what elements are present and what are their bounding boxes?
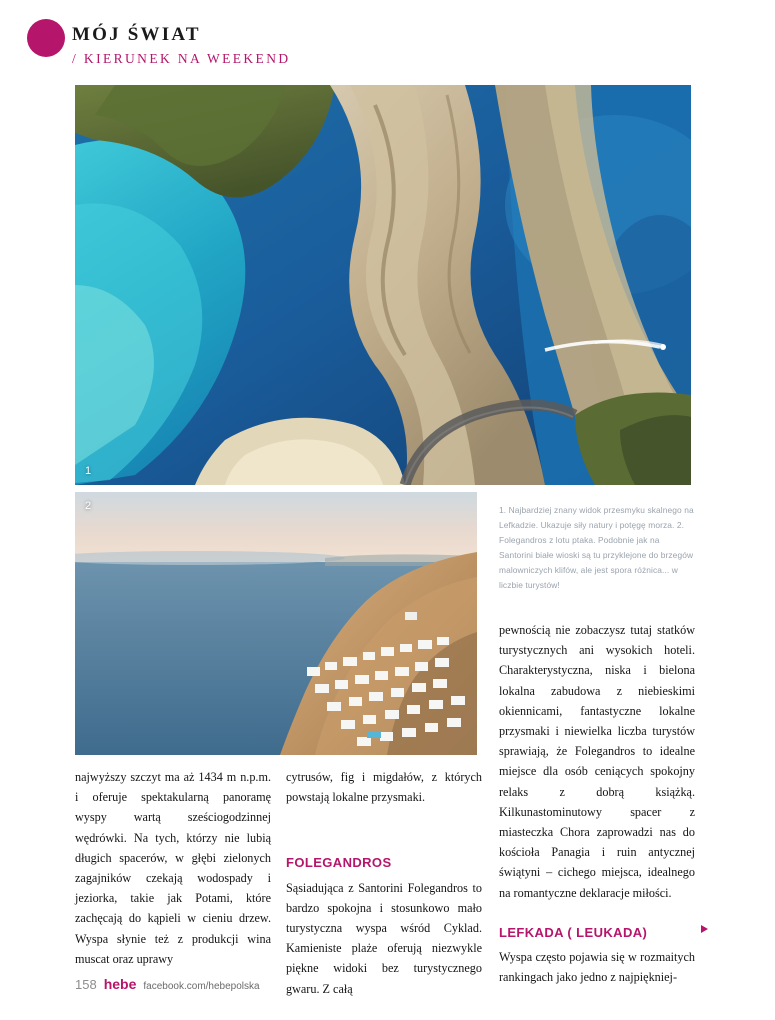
body-column-1 [75,767,271,969]
page-number: 158 [75,977,97,992]
brand-dot-icon [27,19,65,57]
hero-image-number: 1 [85,465,92,477]
body-text-col2-top: cytrusów, fig i migdałów, z których powstają lokalne przysmaki. [286,770,482,805]
page-subtitle: / KIERUNEK NA WEEKEND [72,51,291,66]
brand-logo: hebe [103,976,137,992]
body-text-col3-top: pewnością nie zobaczysz tutaj statków turystycznych ani wysokich hoteli. Charakterystyczna, niska i bielona lokalna zabudowa z niebieskimi okiennicami, fantastyczne lokalne przysmaki i niewielka liczba turystów sprawiają, że Folegandros to idealne miejsce dla osób ceniących spokojny relaks z dobrą książką. Kilkunastominutowy spacer z miasteczka Chora zaprowadzi nas do kościoła Panagia i ruin antycznej świątyni – cichego miejsca, idealnego na romantyczne deklaracje miłości. [499,623,695,900]
body-text-col3: Wyspa często pojawia się w rozmaitych rankingach jako jedno z najpiękniej- [499,950,695,985]
secondary-image-number: 2 [85,500,92,512]
secondary-illustration [75,492,477,755]
photo-caption: 1. Najbardziej znany widok przesmyku skalnego na Lefkadzie. Ukazuje siły natury i potęgę morza. 2. Folegandros z lotu ptaka. Podobnie jak na Santorini białe wioski są tu przyklejone do brzegów malowniczych klifów, ale jest spora różnica... w liczbie turystów! [499,505,694,590]
hero-photo [75,85,691,485]
continue-arrow-icon [701,925,708,933]
page-footer [75,976,260,992]
body-text-col2: Sąsiadująca z Santorini Folegandros to bardzo spokojna i stosunkowo mało turystyczna wyspa wśród Cyklad. Kamieniste plaże oferują niezwykle piękne widoki bez turystycznego gwaru. Z całą [286,880,482,996]
section-heading-folegandros: FOLEGANDROS [286,855,392,871]
page-title: MÓJ ŚWIAT [72,24,201,45]
hero-illustration [75,85,691,485]
body-text-col1: najwyższy szczyt ma aż 1434 m n.p.m. i oferuje spektakularną panoramę wyspy wartą sześciogodzinnej wędrówki. Na tych, którzy nie lubią długich spacerów, w głębi zielonych zagajników czekają wodospady i jeziorka, takie jak Potami, które zachęcają do kąpieli w cieniu drzew. Wyspa słynie też z produkcji wina muscat oraz uprawy [75,770,271,966]
section-heading-lefkada: LEFKADA ( LEUKADA) [499,924,648,940]
secondary-photo [75,492,477,755]
body-column-3 [499,620,695,987]
body-column-2 [286,767,482,999]
social-link[interactable]: facebook.com/hebepolska [143,981,260,992]
